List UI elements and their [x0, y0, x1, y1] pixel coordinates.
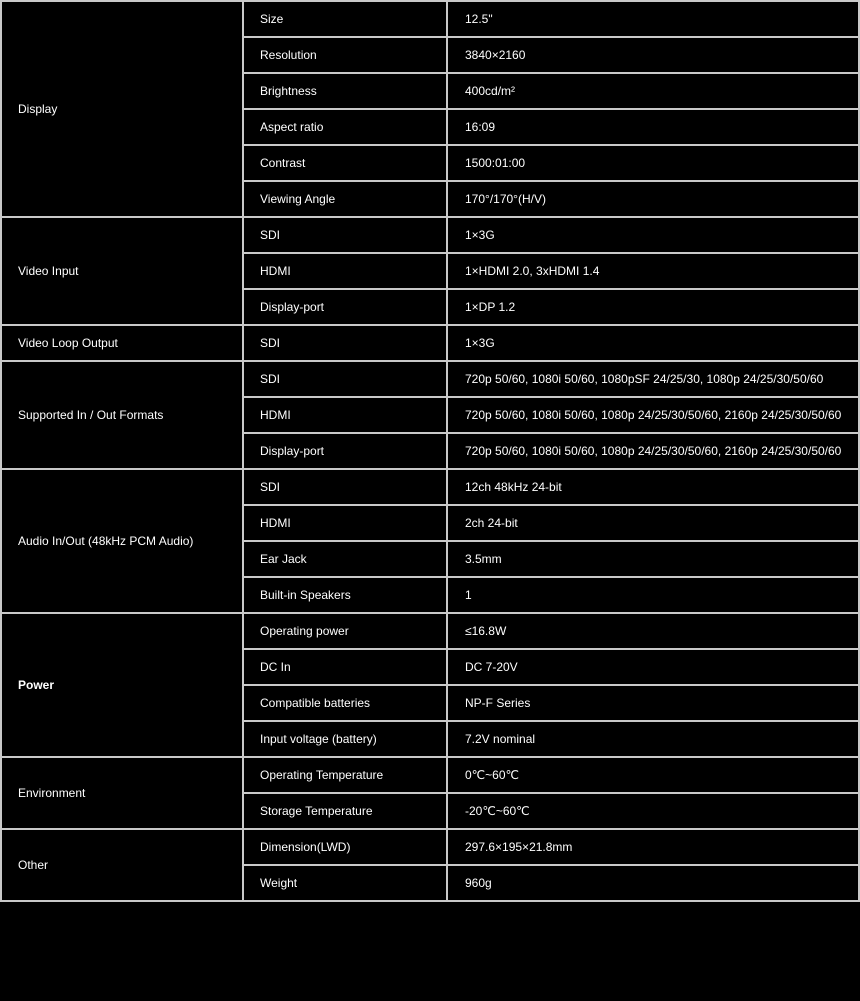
property-cell: DC In: [243, 649, 447, 685]
property-cell: HDMI: [243, 253, 447, 289]
value-cell: 3840×2160: [447, 37, 859, 73]
value-cell: 3.5mm: [447, 541, 859, 577]
property-cell: Brightness: [243, 73, 447, 109]
property-cell: Storage Temperature: [243, 793, 447, 829]
value-cell: 297.6×195×21.8mm: [447, 829, 859, 865]
category-cell: Supported In / Out Formats: [1, 361, 243, 469]
value-cell: -20℃~60℃: [447, 793, 859, 829]
value-cell: 0℃~60℃: [447, 757, 859, 793]
property-cell: Operating power: [243, 613, 447, 649]
spec-table-body: [1, 1, 859, 901]
property-cell: SDI: [243, 361, 447, 397]
property-cell: HDMI: [243, 397, 447, 433]
property-cell: Contrast: [243, 145, 447, 181]
value-cell: 1×3G: [447, 325, 859, 361]
spec-row: [1, 613, 859, 649]
category-cell: Environment: [1, 757, 243, 829]
value-cell: 720p 50/60, 1080i 50/60, 1080p 24/25/30/50/60, 2160p 24/25/30/50/60: [447, 433, 859, 469]
value-cell: 16:09: [447, 109, 859, 145]
value-cell: 400cd/m²: [447, 73, 859, 109]
spec-row: [1, 757, 859, 793]
spec-row: [1, 325, 859, 361]
value-cell: 1×3G: [447, 217, 859, 253]
property-cell: Dimension(LWD): [243, 829, 447, 865]
property-cell: Display-port: [243, 289, 447, 325]
value-cell: 1: [447, 577, 859, 613]
property-cell: Aspect ratio: [243, 109, 447, 145]
value-cell: 960g: [447, 865, 859, 901]
spec-row: [1, 361, 859, 397]
category-cell: Audio In/Out (48kHz PCM Audio): [1, 469, 243, 613]
value-cell: 12.5": [447, 1, 859, 37]
category-cell: Other: [1, 829, 243, 901]
property-cell: SDI: [243, 217, 447, 253]
value-cell: 7.2V nominal: [447, 721, 859, 757]
property-cell: Weight: [243, 865, 447, 901]
property-cell: Viewing Angle: [243, 181, 447, 217]
spec-row: [1, 1, 859, 37]
value-cell: NP-F Series: [447, 685, 859, 721]
value-cell: 1×DP 1.2: [447, 289, 859, 325]
category-cell: Display: [1, 1, 243, 217]
category-cell: Video Input: [1, 217, 243, 325]
property-cell: Ear Jack: [243, 541, 447, 577]
property-cell: SDI: [243, 469, 447, 505]
value-cell: 1×HDMI 2.0, 3xHDMI 1.4: [447, 253, 859, 289]
value-cell: 720p 50/60, 1080i 50/60, 1080p 24/25/30/50/60, 2160p 24/25/30/50/60: [447, 397, 859, 433]
value-cell: DC 7-20V: [447, 649, 859, 685]
value-cell: ≤16.8W: [447, 613, 859, 649]
value-cell: 170°/170°(H/V): [447, 181, 859, 217]
spec-row: [1, 829, 859, 865]
property-cell: Input voltage (battery): [243, 721, 447, 757]
value-cell: 1500:01:00: [447, 145, 859, 181]
property-cell: Compatible batteries: [243, 685, 447, 721]
property-cell: Display-port: [243, 433, 447, 469]
value-cell: 2ch 24-bit: [447, 505, 859, 541]
property-cell: Resolution: [243, 37, 447, 73]
spec-row: [1, 217, 859, 253]
spec-row: [1, 469, 859, 505]
category-cell: Power: [1, 613, 243, 757]
category-cell: Video Loop Output: [1, 325, 243, 361]
property-cell: HDMI: [243, 505, 447, 541]
property-cell: Size: [243, 1, 447, 37]
property-cell: Built-in Speakers: [243, 577, 447, 613]
value-cell: 12ch 48kHz 24-bit: [447, 469, 859, 505]
property-cell: Operating Temperature: [243, 757, 447, 793]
value-cell: 720p 50/60, 1080i 50/60, 1080pSF 24/25/30, 1080p 24/25/30/50/60: [447, 361, 859, 397]
property-cell: SDI: [243, 325, 447, 361]
